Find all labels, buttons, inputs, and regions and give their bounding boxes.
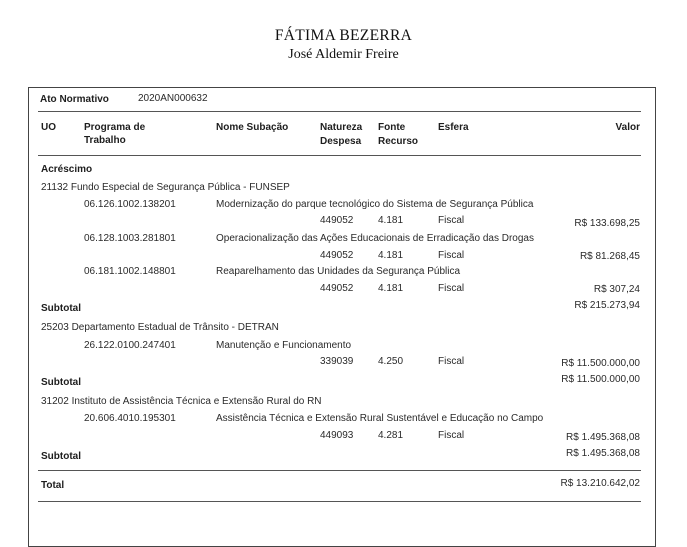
subacao-name: Operacionalização das Ações Educacionais de Erradicação das Drogas: [216, 233, 534, 244]
valor-amount: R$ 11.500.000,00: [561, 358, 640, 369]
programa-code: 06.181.1002.148801: [84, 266, 176, 277]
programa-code: 26.122.0100.247401: [84, 340, 176, 351]
programa-code: 06.126.1002.138201: [84, 199, 176, 210]
subtotal-label: Subtotal: [41, 303, 81, 314]
subtotal-label: Subtotal: [41, 451, 81, 462]
header-divider: [38, 155, 641, 156]
subacao-name: Reaparelhamento das Unidades da Segurança Pública: [216, 266, 461, 277]
subacao-name: Modernização do parque tecnológico do Sistema de Segurança Pública: [216, 199, 534, 210]
ato-divider: [38, 111, 641, 112]
esfera-value: Fiscal: [438, 215, 465, 226]
col-fonte-2: Recurso: [378, 136, 419, 147]
programa-code: 06.128.1003.281801: [84, 233, 176, 244]
col-esfera: Esfera: [438, 122, 469, 133]
subtotal-label: Subtotal: [41, 377, 81, 388]
natureza-code: 449052: [320, 215, 354, 226]
fonte-code: 4.181: [378, 250, 404, 261]
fonte-code: 4.250: [378, 356, 404, 367]
col-natureza-2: Despesa: [320, 136, 362, 147]
ato-value: 2020AN000632: [138, 93, 208, 104]
total-amount: R$ 13.210.642,02: [560, 478, 640, 489]
valor-amount: R$ 133.698,25: [574, 218, 640, 229]
valor-amount: R$ 81.268,45: [579, 251, 640, 262]
total-label: Total: [41, 480, 65, 491]
fonte-code: 4.181: [378, 283, 404, 294]
uo-name: 21132 Fundo Especial de Segurança Pública - FUNSEP: [41, 182, 290, 193]
col-programa-1: Programa de: [84, 122, 146, 133]
subacao-name: Assistência Técnica e Extensão Rural Sustentável e Educação no Campo: [216, 413, 544, 424]
col-fonte-1: Fonte: [378, 122, 406, 133]
esfera-value: Fiscal: [438, 430, 465, 441]
natureza-code: 339039: [320, 356, 354, 367]
esfera-value: Fiscal: [438, 250, 465, 261]
subtotal-amount: R$ 215.273,94: [574, 300, 640, 311]
valor-amount: R$ 1.495.368,08: [566, 432, 640, 443]
fonte-code: 4.281: [378, 430, 404, 441]
col-natureza-1: Natureza: [320, 122, 363, 133]
total-divider: [38, 470, 641, 471]
col-programa-2: Trabalho: [84, 135, 126, 146]
uo-name: 25203 Departamento Estadual de Trânsito - DETRAN: [41, 322, 279, 333]
fonte-code: 4.181: [378, 215, 404, 226]
esfera-value: Fiscal: [438, 283, 465, 294]
valor-amount: R$ 307,24: [593, 284, 640, 295]
uo-name: 31202 Instituto de Assistência Técnica e Extensão Rural do RN: [41, 396, 322, 407]
col-uo: UO: [41, 122, 56, 133]
programa-code: 20.606.4010.195301: [84, 413, 176, 424]
ato-label: Ato Normativo: [40, 94, 109, 105]
bottom-divider: [38, 501, 641, 502]
natureza-code: 449093: [320, 430, 354, 441]
subtotal-amount: R$ 11.500.000,00: [561, 374, 640, 385]
subtotal-amount: R$ 1.495.368,08: [566, 448, 640, 459]
col-valor: Valor: [615, 122, 640, 133]
natureza-code: 449052: [320, 283, 354, 294]
section-label: Acréscimo: [41, 164, 93, 175]
governor-name: FÁTIMA BEZERRA: [274, 27, 413, 44]
natureza-code: 449052: [320, 250, 354, 261]
col-subacao: Nome Subação: [216, 122, 289, 133]
subacao-name: Manutenção e Funcionamento: [216, 340, 352, 351]
esfera-value: Fiscal: [438, 356, 465, 367]
secretary-name: José Aldemir Freire: [288, 47, 399, 62]
